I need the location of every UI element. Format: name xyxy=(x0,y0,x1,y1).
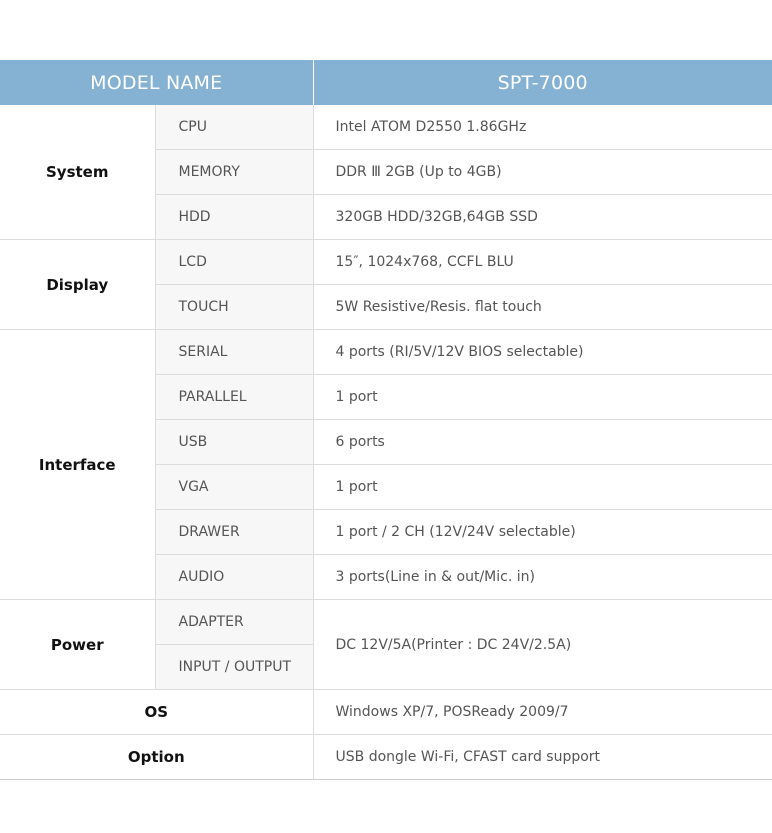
table-row xyxy=(0,240,772,285)
category-display: Display xyxy=(0,240,155,330)
spec-label: DRAWER xyxy=(155,510,313,555)
table-header-row xyxy=(0,60,772,105)
category-option: Option xyxy=(0,735,313,780)
spec-label: VGA xyxy=(155,465,313,510)
spec-label: LCD xyxy=(155,240,313,285)
spec-label: MEMORY xyxy=(155,150,313,195)
spec-value: 5W Resistive/Resis. flat touch xyxy=(313,285,772,330)
table-row xyxy=(0,330,772,375)
spec-value: 320GB HDD/32GB,64GB SSD xyxy=(313,195,772,240)
spec-label: SERIAL xyxy=(155,330,313,375)
category-power: Power xyxy=(0,600,155,690)
spec-value: 3 ports(Line in & out/Mic. in) xyxy=(313,555,772,600)
table-row xyxy=(0,735,772,780)
table-row xyxy=(0,690,772,735)
table-row xyxy=(0,600,772,645)
spec-label: PARALLEL xyxy=(155,375,313,420)
spec-label: TOUCH xyxy=(155,285,313,330)
category-os: OS xyxy=(0,690,313,735)
category-interface: Interface xyxy=(0,330,155,600)
spec-value: USB dongle Wi-Fi, CFAST card support xyxy=(313,735,772,780)
spec-value: 6 ports xyxy=(313,420,772,465)
model-value-header: SPT-7000 xyxy=(313,60,772,105)
spec-label: USB xyxy=(155,420,313,465)
spec-value: 1 port xyxy=(313,375,772,420)
spec-value: DDR Ⅲ 2GB (Up to 4GB) xyxy=(313,150,772,195)
model-name-header: MODEL NAME xyxy=(0,60,313,105)
spec-value: 1 port xyxy=(313,465,772,510)
spec-table xyxy=(0,60,772,780)
table-row xyxy=(0,105,772,150)
spec-value: 4 ports (RI/5V/12V BIOS selectable) xyxy=(313,330,772,375)
category-system: System xyxy=(0,105,155,240)
spec-label: INPUT / OUTPUT xyxy=(155,645,313,690)
spec-label: CPU xyxy=(155,105,313,150)
spec-value: 1 port / 2 CH (12V/24V selectable) xyxy=(313,510,772,555)
spec-value: Windows XP/7, POSReady 2009/7 xyxy=(313,690,772,735)
spec-label: HDD xyxy=(155,195,313,240)
spec-label: ADAPTER xyxy=(155,600,313,645)
spec-label: AUDIO xyxy=(155,555,313,600)
spec-value: 15″, 1024x768, CCFL BLU xyxy=(313,240,772,285)
spec-value: Intel ATOM D2550 1.86GHz xyxy=(313,105,772,150)
spec-value: DC 12V/5A(Printer : DC 24V/2.5A) xyxy=(313,600,772,690)
